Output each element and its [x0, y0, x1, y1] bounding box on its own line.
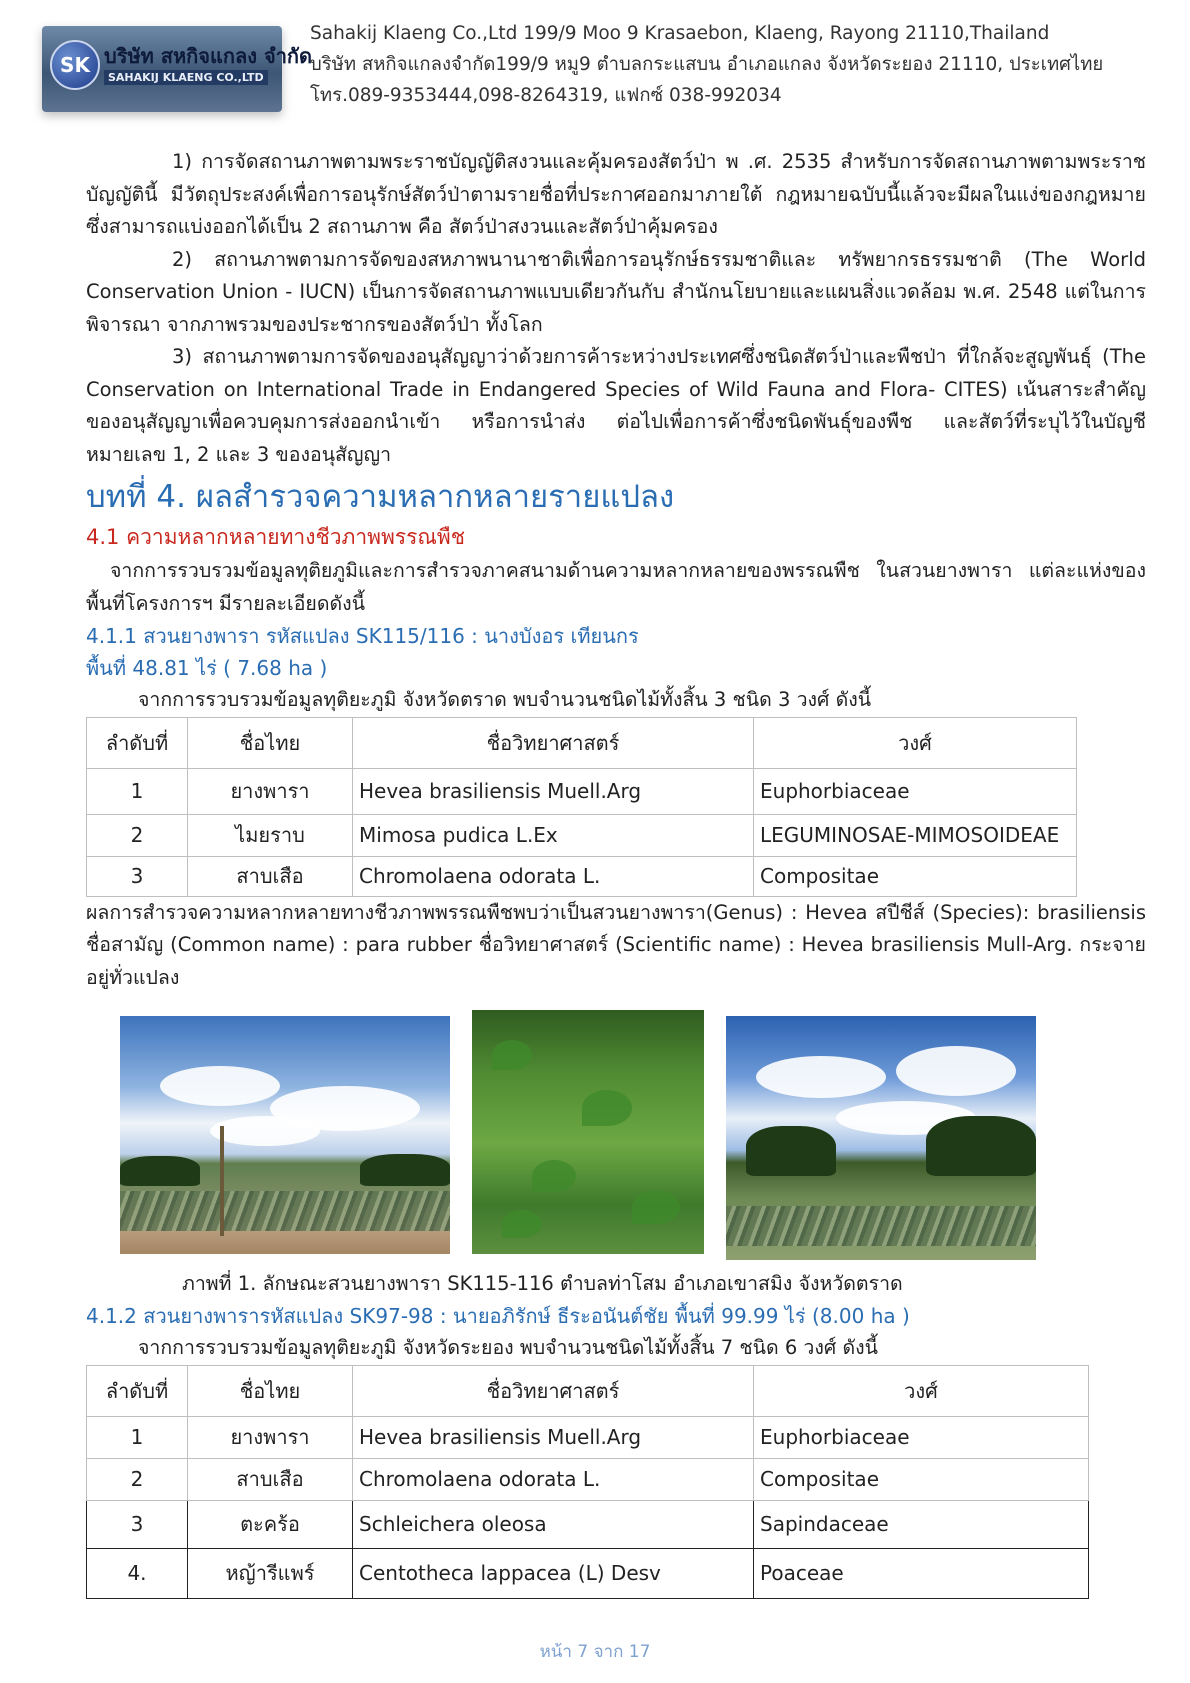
cell-no: 1	[87, 1416, 188, 1458]
chapter-title: บทที่ 4. ผลสำรวจความหลากหลายรายแปลง	[86, 479, 675, 515]
company-logo	[42, 26, 313, 112]
cell-family: Poaceae	[754, 1548, 1089, 1598]
table-row	[87, 1500, 1089, 1548]
cell-scientific-name: Schleichera oleosa	[353, 1500, 754, 1548]
col-header-thai-name: ชื่อไทย	[188, 1365, 353, 1416]
cell-thai-name: ตะคร้อ	[188, 1500, 353, 1548]
col-header-scientific-name: ชื่อวิทยาศาสตร์	[353, 1365, 754, 1416]
rubber-plantation-photo-1	[120, 1016, 450, 1254]
logo-english-name: SAHAKIJ KLAENG CO.,LTD	[104, 70, 268, 85]
table-row	[87, 1548, 1089, 1598]
cell-thai-name: ยางพารา	[188, 1416, 353, 1458]
section-title: 4.1 ความหลากหลายทางชีวภาพพรรณพืช	[86, 525, 465, 549]
plot1-intro: จากการรวบรวมข้อมูลทุติยะภูมิ จังหวัดตราด พบจำนวนชนิดไม้ทั้งสิ้น 3 ชนิด 3 วงศ์ ดังนี้	[138, 688, 872, 711]
plot1-area: พื้นที่ 48.81 ไร่ ( 7.68 ha )	[86, 656, 328, 680]
plot2-intro: จากการรวบรวมข้อมูลทุติยะภูมิ จังหวัดระยอง พบจำนวนชนิดไม้ทั้งสิ้น 7 ชนิด 6 วงศ์ ดังนี้	[138, 1336, 878, 1359]
photo-caption: ภาพที่ 1. ลักษณะสวนยางพารา SK115-116 ตำบลท่าโสม อำเภอเขาสมิง จังหวัดตราด	[182, 1272, 903, 1295]
col-header-thai-name: ชื่อไทย	[188, 717, 353, 768]
cell-no: 1	[87, 768, 188, 814]
cell-thai-name: สาบเสือ	[188, 1458, 353, 1500]
cell-scientific-name: Hevea brasiliensis Muell.Arg	[353, 1416, 754, 1458]
logo-thai-name: บริษัท สหกิจแกลง จำกัด	[104, 44, 313, 68]
address-line-en: Sahakij Klaeng Co.,Ltd 199/9 Moo 9 Krasaebon, Klaeng, Rayong 21110,Thailand	[310, 23, 1050, 44]
status-paragraph-1: 1) การจัดสถานภาพตามพระราชบัญญัติสงวนและคุ้มครองสัตว์ป่า พ .ศ. 2535 สำหรับการจัดสถานภาพตามพระราชบัญญัตินี้ มีวัตถุประสงค์เพื่อการอนุรักษ์สัตว์ป่าตามรายชื่อที่ประกาศออกมาภายใต้ กฎหมายฉบับนี้แล้วจะมีผลในแง่ของกฎหมาย ซึ่งสามารถแบ่งออกได้เป็น 2 สถานภาพ คือ สัตว์ป่าสงวนและสัตว์ป่าคุ้มครอง	[86, 150, 1146, 238]
table-row	[87, 1416, 1089, 1458]
col-header-no: ลำดับที่	[87, 1365, 188, 1416]
rubber-plantation-photo-2	[726, 1016, 1036, 1260]
cell-family: Compositae	[754, 1458, 1089, 1500]
table-row	[87, 814, 1077, 856]
cell-thai-name: ยางพารา	[188, 768, 353, 814]
plot1-species-table	[86, 717, 1077, 897]
col-header-family: วงศ์	[754, 1365, 1089, 1416]
status-paragraph-3: 3) สถานภาพตามการจัดของอนุสัญญาว่าด้วยการค้าระหว่างประเทศซึ่งชนิดสัตว์ป่าและพืชป่า ที่ใกล้จะสูญพันธุ์ (The Conservation on International Trade in Endangered Species of Wild Fauna and Flora- CITES) เน้นสาระสำคัญของอนุสัญญาเพื่อควบคุมการส่งออกนำเข้า หรือการนำส่ง ต่อไปเพื่อการค้าซึ่งชนิดพันธุ์ของพืช และสัตว์ที่ระบุไว้ในบัญชีหมายเลข 1, 2 และ 3 ของอนุสัญญา	[86, 345, 1146, 466]
table-header-row	[87, 1365, 1089, 1416]
cell-thai-name: หญ้ารีแพร์	[188, 1548, 353, 1598]
photo-row	[86, 1000, 1146, 1268]
cell-no: 2	[87, 1458, 188, 1500]
letterhead	[42, 18, 1152, 128]
cell-no: 4.	[87, 1548, 188, 1598]
company-address	[310, 18, 1103, 111]
col-header-family: วงศ์	[754, 717, 1077, 768]
cell-thai-name: ไมยราบ	[188, 814, 353, 856]
cell-no: 3	[87, 856, 188, 896]
cell-scientific-name: Chromolaena odorata L.	[353, 1458, 754, 1500]
cell-family: Sapindaceae	[754, 1500, 1089, 1548]
cell-family: LEGUMINOSAE-MIMOSOIDEAE	[754, 814, 1077, 856]
cell-scientific-name: Hevea brasiliensis Muell.Arg	[353, 768, 754, 814]
cell-family: Compositae	[754, 856, 1077, 896]
weed-undergrowth-photo	[472, 1010, 704, 1254]
cell-scientific-name: Mimosa pudica L.Ex	[353, 814, 754, 856]
logo-mark: SK	[50, 40, 100, 90]
cell-no: 2	[87, 814, 188, 856]
cell-family: Euphorbiaceae	[754, 768, 1077, 814]
col-header-scientific-name: ชื่อวิทยาศาสตร์	[353, 717, 754, 768]
cell-scientific-name: Chromolaena odorata L.	[353, 856, 754, 896]
plot1-title: 4.1.1 สวนยางพารา รหัสแปลง SK115/116 : นางบังอร เทียนกร	[86, 624, 639, 648]
table-header-row	[87, 717, 1077, 768]
page-number: หน้า 7 จาก 17	[539, 1642, 651, 1662]
cell-family: Euphorbiaceae	[754, 1416, 1089, 1458]
cell-scientific-name: Centotheca lappacea (L) Desv	[353, 1548, 754, 1598]
cell-no: 3	[87, 1500, 188, 1548]
plot2-species-table	[86, 1365, 1089, 1599]
table-row	[87, 1458, 1089, 1500]
plot1-result: ผลการสำรวจความหลากหลายทางชีวภาพพรรณพืชพบว่าเป็นสวนยางพารา(Genus) : Hevea สปีชีส์ (Species): brasiliensis ชื่อสามัญ (Common name) : para rubber ชื่อวิทยาศาสตร์ (Scientific name) : Hevea brasiliensis Mull-Arg. กระจายอยู่ทั่วแปลง	[86, 900, 1146, 989]
plot2-title: 4.1.2 สวนยางพารารหัสแปลง SK97-98 : นายอภิรักษ์ ธีระอนันต์ชัย พื้นที่ 99.99 ไร่ (8.00 ha )	[86, 1304, 910, 1328]
cell-thai-name: สาบเสือ	[188, 856, 353, 896]
address-line-th: บริษัท สหกิจแกลงจำกัด199/9 หมู9 ตำบลกระแสบน อำเภอแกลง จังหวัดระยอง 21110, ประเทศไทย	[310, 54, 1104, 75]
table-row	[87, 856, 1077, 896]
col-header-no: ลำดับที่	[87, 717, 188, 768]
contact-line: โทร.089-9353444,098-8264319, แฟกซ์ 038-992034	[310, 85, 782, 106]
page-body	[86, 146, 1146, 1599]
status-paragraph-2: 2) สถานภาพตามการจัดของสหภาพนานาชาติเพื่อการอนุรักษ์ธรรมชาติและ ทรัพยากรธรรมชาติ (The World Conservation Union - IUCN) เป็นการจัดสถานภาพแบบเดียวกันกับ สำนักนโยบายและแผนสิ่งแวดล้อม พ.ศ. 2548 แต่ในการพิจารณา จากภาพรวมของประชากรของสัตว์ป่า ทั้งโลก	[86, 247, 1146, 336]
section-intro: จากการรวบรวมข้อมูลทุติยภูมิและการสำรวจภาคสนามด้านความหลากหลายของพรรณพืช ในสวนยางพารา แต่ละแห่งของพื้นที่โครงการฯ มีรายละเอียดดังนี้	[86, 559, 1146, 615]
table-row	[87, 768, 1077, 814]
